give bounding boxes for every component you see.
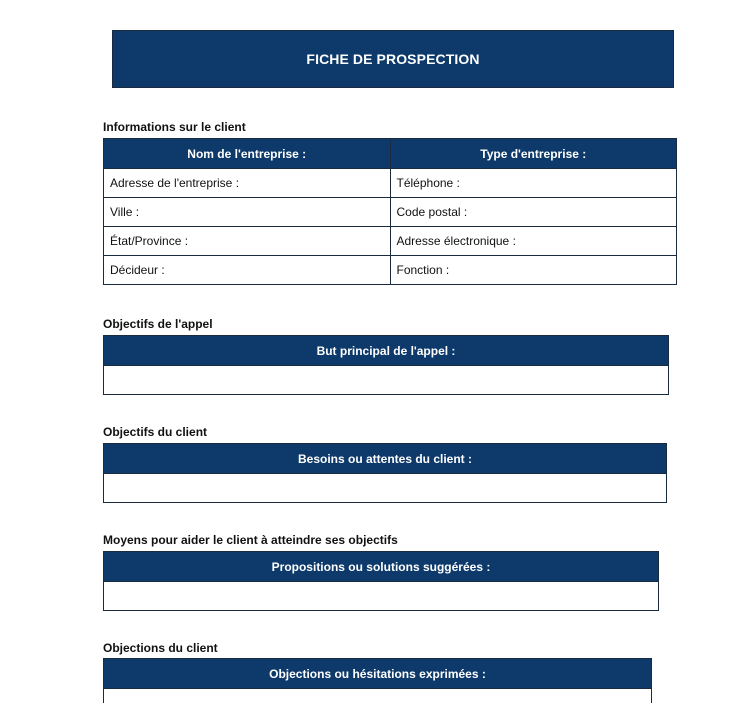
company-name-header: Nom de l'entreprise : bbox=[104, 139, 391, 169]
objections-box bbox=[103, 658, 652, 703]
call-objectives-box bbox=[103, 335, 669, 395]
client-needs-header: Besoins ou attentes du client : bbox=[104, 444, 666, 474]
objections-field[interactable] bbox=[104, 689, 651, 717]
table-row bbox=[104, 227, 677, 256]
client-needs-field[interactable] bbox=[104, 474, 666, 502]
client-info-heading: Informations sur le client bbox=[103, 120, 246, 134]
document-title-banner bbox=[112, 30, 674, 88]
table-row bbox=[104, 256, 677, 285]
decision-maker-field[interactable]: Décideur : bbox=[104, 256, 391, 285]
objections-heading: Objections du client bbox=[103, 641, 218, 655]
client-info-header-row bbox=[104, 139, 677, 169]
objections-header: Objections ou hésitations exprimées : bbox=[104, 659, 651, 689]
email-field[interactable]: Adresse électronique : bbox=[390, 227, 677, 256]
company-type-header: Type d'entreprise : bbox=[390, 139, 677, 169]
client-info-table bbox=[103, 138, 677, 285]
job-title-field[interactable]: Fonction : bbox=[390, 256, 677, 285]
call-purpose-header: But principal de l'appel : bbox=[104, 336, 668, 366]
table-row bbox=[104, 198, 677, 227]
means-heading: Moyens pour aider le client à atteindre ses objectifs bbox=[103, 533, 398, 547]
means-box bbox=[103, 551, 659, 611]
client-objectives-box bbox=[103, 443, 667, 503]
state-province-field[interactable]: État/Province : bbox=[104, 227, 391, 256]
city-field[interactable]: Ville : bbox=[104, 198, 391, 227]
table-row bbox=[104, 169, 677, 198]
proposals-header: Propositions ou solutions suggérées : bbox=[104, 552, 658, 582]
proposals-field[interactable] bbox=[104, 582, 658, 610]
document-title: FICHE DE PROSPECTION bbox=[306, 51, 480, 67]
client-objectives-heading: Objectifs du client bbox=[103, 425, 208, 439]
phone-field[interactable]: Téléphone : bbox=[390, 169, 677, 198]
call-objectives-heading: Objectifs de l'appel bbox=[103, 317, 213, 331]
postal-code-field[interactable]: Code postal : bbox=[390, 198, 677, 227]
company-address-field[interactable]: Adresse de l'entreprise : bbox=[104, 169, 391, 198]
call-purpose-field[interactable] bbox=[104, 366, 668, 394]
